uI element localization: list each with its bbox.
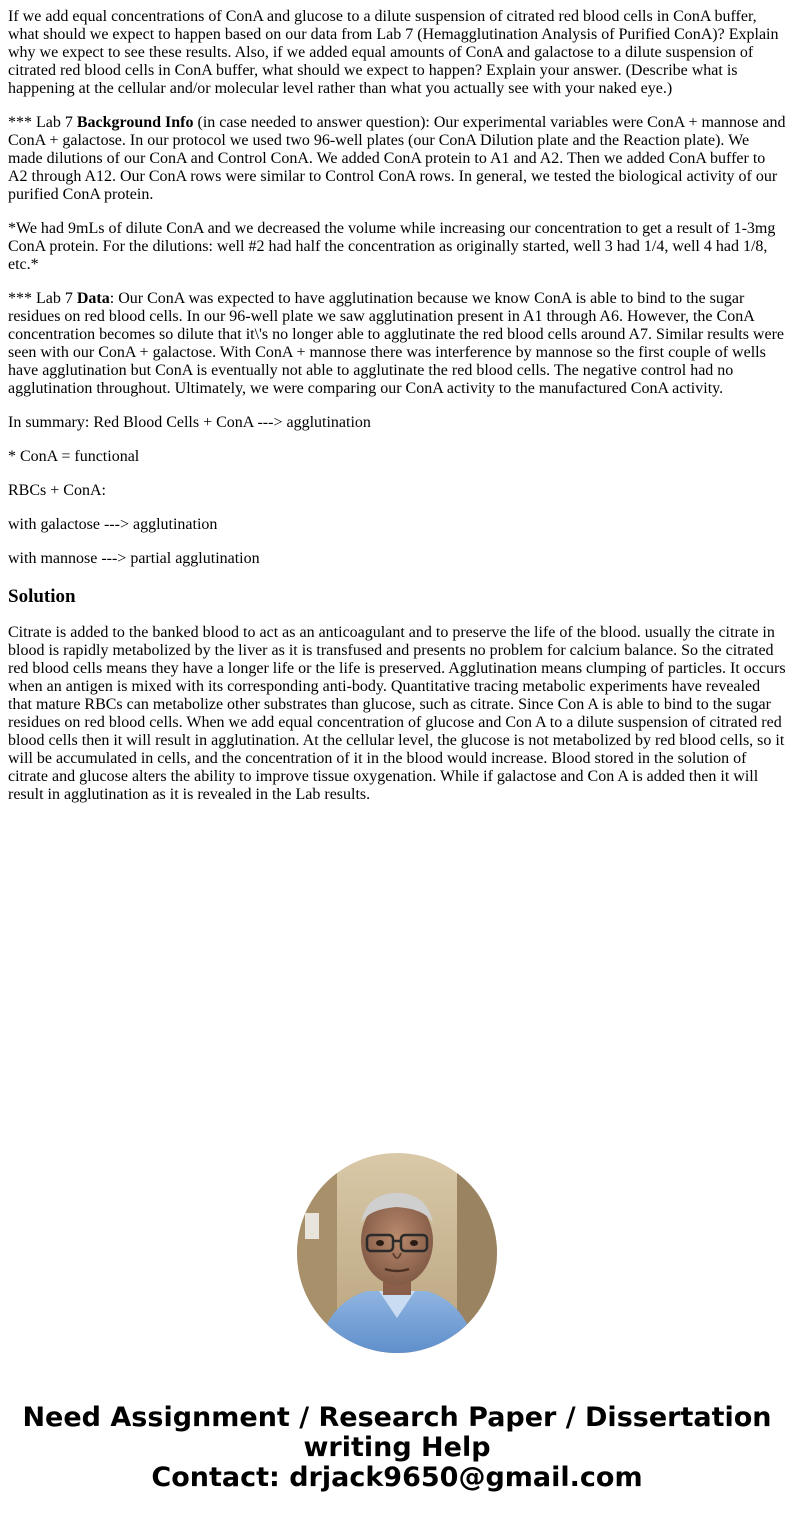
galactose-line: with galactose ---> agglutination — [8, 516, 218, 533]
background-paragraph — [8, 114, 786, 204]
dilution-note: *We had 9mLs of dilute ConA and we decreased the volume while increasing our concentration to get a result of 1-3mg ConA protein. For the dilutions: well #2 had half the concentration as originally started, well 3 had 1/4, well 4 had 1/8, etc.* — [8, 220, 776, 273]
footer-contact: Contact: drjack9650@gmail.com — [151, 1462, 643, 1493]
background-label: Background Info — [76, 114, 194, 131]
rbcs-line: RBCs + ConA: — [8, 482, 106, 499]
solution-text: Citrate is added to the banked blood to act as an anticoagulant and to preserve the life of the blood. usually the citrate in blood is rapidly metabolized by the liver as it is transfused and presents no problem for calcium balance. So the citrated red blood cells means they have a longer life or the life is preserved. Agglutination means clumping of particles. It occurs when an antigen is mixed with its corresponding anti-body. Quantitative tracing metabolic experiments have revealed that mature RBCs can metabolize other substrates than glucose, such as citrate. Since Con A is able to bind to the sugar residues on red blood cells. When we add equal concentration of glucose and Con A to a dilute suspension of citrated red blood cells then it will result in agglutination. At the cellular level, the glucose is not metabolized by red blood cells, so it will be accumulated in cells, and the concentration of it in the blood would increase. Blood stored in the solution of citrate and glucose alters the ability to improve tissue oxygenation. While if galactose and Con A is added then it will result in agglutination as it is revealed in the Lab results. — [8, 624, 786, 803]
mannose-line: with mannose ---> partial agglutination — [8, 550, 260, 567]
summary-line: In summary: Red Blood Cells + ConA ---> agglutination — [8, 414, 371, 431]
question-intro: If we add equal concentrations of ConA and glucose to a dilute suspension of citrated red blood cells in ConA buffer, what should we expect to happen based on our data from Lab 7 (Hemagglutination Analysis of Purified ConA)? Explain why we expect to see these results. Also, if we added equal amounts of ConA and galactose to a dilute suspension of citrated red blood cells in ConA buffer, what should we expect to happen? Explain your answer. (Describe what is happening at the cellular and/or molecular level rather than what you actually see with your naked eye.) — [8, 8, 779, 97]
footer-line-1: Need Assignment / Research Paper / Dissertation — [22, 1402, 772, 1433]
document-content — [8, 0, 786, 820]
data-paragraph — [8, 290, 786, 398]
functional-line: * ConA = functional — [8, 448, 140, 465]
footer-line-2: writing Help — [303, 1432, 491, 1463]
data-prefix: *** Lab 7 — [8, 290, 77, 307]
author-avatar — [297, 1153, 497, 1353]
background-prefix: *** Lab 7 — [8, 114, 77, 131]
data-label: Data — [76, 290, 110, 307]
footer-banner — [0, 1403, 794, 1493]
background-text: (in case needed to answer question): Our experimental variables were ConA + mannose and ConA + galactose. In our protocol we used two 96-well plates (our ConA Dilution plate and the Reaction plate). We made dilutions of our ConA and Control ConA. We added ConA protein to A1 and A2. Then we added ConA buffer to A2 through A12. Our ConA rows were similar to Control ConA rows. In general, we tested the biological activity of our purified ConA protein. — [8, 114, 786, 203]
solution-heading: Solution — [8, 586, 76, 607]
data-text: : Our ConA was expected to have agglutination because we know ConA is able to bind to the sugar residues on red blood cells. In our 96-well plate we saw agglutination present in A1 through A6. However, the ConA concentration becomes so dilute that it\'s no longer able to agglutinate the red blood cells around A7. Similar results were seen with our ConA + galactose. With ConA + mannose there was interference by mannose so the first couple of wells have agglutination but ConA is eventually not able to agglutinate the red blood cells. The negative control had no agglutination throughout. Ultimately, we were comparing our ConA activity to the manufactured ConA activity. — [8, 290, 785, 397]
